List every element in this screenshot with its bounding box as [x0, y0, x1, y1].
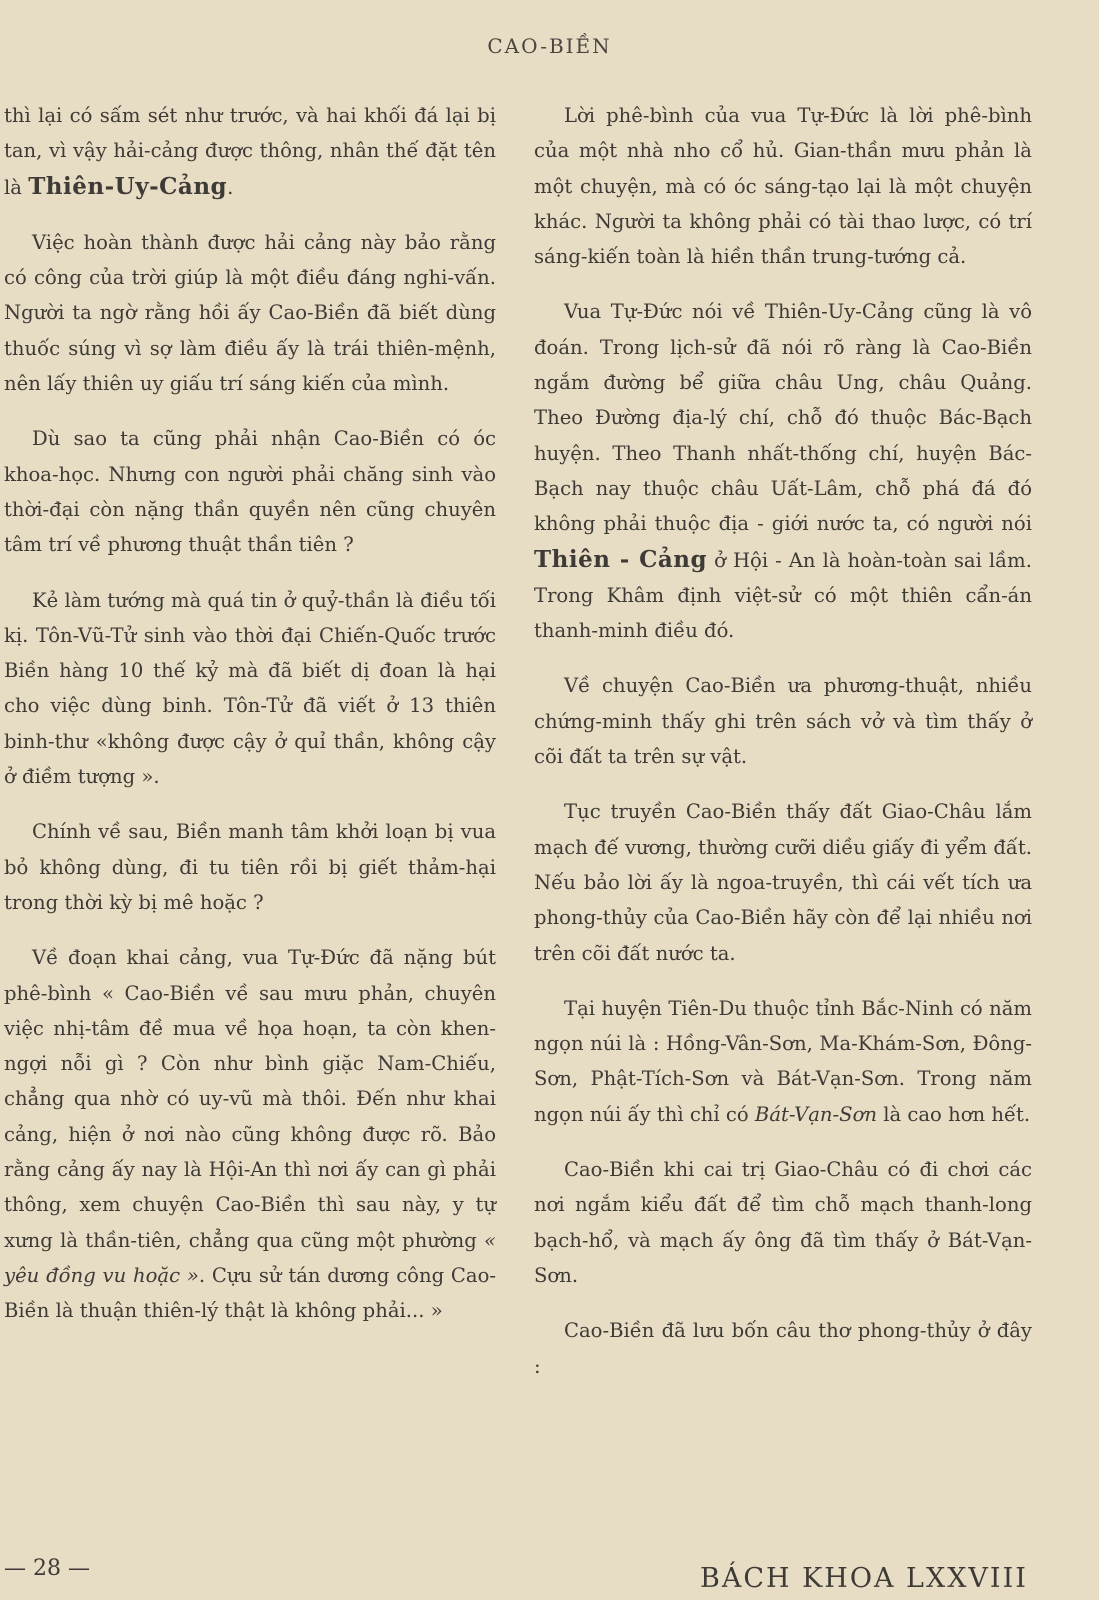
- paragraph: Lời phê-bình của vua Tự-Đức là lời phê-bình của một nhà nho cổ hủ. Gian-thần mưu phản là một chuyện, mà có óc sáng-tạo lại là một chuyện khác. Người ta không phải có tài thao lược, có trí sáng-kiến toàn là hiền thần trung-tướng cả.: [534, 104, 1032, 269]
- paragraph: Chính về sau, Biền manh tâm khởi loạn bị vua bỏ không dùng, đi tu tiên rồi bị giết thảm-hại trong thời kỳ bị mê hoặc ?: [4, 820, 496, 914]
- right-column: [534, 98, 1032, 1404]
- paragraph: Việc hoàn thành được hải cảng này bảo rằng có công của trời giúp là một điều đáng nghi-vấn. Người ta ngờ rằng hồi ấy Cao-Biền đã biết dùng thuốc súng vì sợ làm điều ấy là trái thiên-mệnh, nên lấy thiên uy giấu trí sáng kiến của mình.: [4, 230, 496, 396]
- emphasized-term: Thiên - Cảng: [534, 545, 708, 573]
- page-number: — 28 —: [4, 1556, 90, 1581]
- paragraph: Vua Tự-Đức nói về Thiên-Uy-Cảng cũng là vô đoán. Trong lịch-sử đã nói rõ ràng là Cao-Biền ngắm đường bể giữa châu Ung, châu Quảng. Theo Đường địa-lý chí, chỗ đó thuộc Bác-Bạch huyện. Theo Thanh nhất-thống chí, huyện Bác-Bạch nay thuộc châu Uất-Lâm, chỗ phá đá đó không phải thuộc địa - giới nước ta, có người nói Thiên - Cảng ở Hội - An là hoàn-toàn sai lầm. Trong Khâm định việt-sử có một thiên cẩn-án thanh-minh điều đó.: [534, 300, 1032, 643]
- paragraph: Về chuyện Cao-Biền ưa phương-thuật, nhiều chứng-minh thấy ghi trên sách vở và tìm thấy ở cõi đất ta trên sự vật.: [534, 674, 1032, 769]
- page-header: CAO-BIỀN: [487, 34, 612, 58]
- paragraph: Kẻ làm tướng mà quá tin ở quỷ-thần là điều tối kị. Tôn-Vũ-Tử sinh vào thời đại Chiến-Quốc trước Biền hàng 10 thế kỷ mà đã biết dị đoan là hại cho việc dùng binh. Tôn-Tử đã viết ở 13 thiên binh-thư «không được cậy ở quỉ thần, không cậy ở điềm tượng ».: [4, 588, 496, 789]
- paragraph: Cao-Biền đã lưu bốn câu thơ phong-thủy ở đây :: [534, 1319, 1032, 1378]
- paragraph: Tục truyền Cao-Biền thấy đất Giao-Châu lắm mạch đế vương, thường cưỡi diều giấy đi yểm đất. Nếu bảo lời ấy là ngoa-truyền, thì cái vết tích ưa phong-thủy của Cao-Biền hãy còn để lại nhiều nơi trên cõi đất nước ta.: [534, 800, 1032, 965]
- left-column: [4, 98, 496, 1349]
- paragraph: Về đoạn khai cảng, vua Tự-Đức đã nặng bút phê-bình « Cao-Biền về sau mưu phản, chuyên việc nhị-tâm đề mua về họa hoạn, ta còn khen-ngợi nỗi gì ? Còn như bình giặc Nam-Chiếu, chẳng qua nhờ có uy-vũ mà thôi. Đến như khai cảng, hiện ở nơi nào cũng không được rõ. Bảo rằng cảng ấy nay là Hội-An thì nơi ấy can gì phải thông, xem chuyện Cao-Biền thì sau này, y tự xưng là thần-tiên, chẳng qua cũng một phường « yêu đồng vu hoặc ». Cựu sử tán dương công Cao-Biền là thuận thiên-lý thật là không phải... »: [4, 946, 496, 1323]
- italic-phrase: Bát-Vạn-Sơn: [754, 1102, 877, 1126]
- paragraph: Tại huyện Tiên-Du thuộc tỉnh Bắc-Ninh có năm ngọn núi là : Hồng-Vân-Sơn, Ma-Khám-Sơn, Đông-Sơn, Phật-Tích-Sơn và Bát-Vạn-Sơn. Trong năm ngọn núi ấy thì chỉ có Bát-Vạn-Sơn là cao hơn hết.: [534, 996, 1032, 1126]
- paragraph: thì lại có sấm sét như trước, và hai khối đá lại bị tan, vì vậy hải-cảng được thông, nhân thế đặt tên là Thiên-Uy-Cảng.: [4, 104, 496, 200]
- paragraph: Cao-Biền khi cai trị Giao-Châu có đi chơi các nơi ngắm kiểu đất để tìm chỗ mạch thanh-long bạch-hổ, và mạch ấy ông đã tìm thấy ở Bát-Vạn-Sơn.: [534, 1158, 1032, 1287]
- paragraph: Dù sao ta cũng phải nhận Cao-Biền có óc khoa-học. Nhưng con người phải chăng sinh vào thời-đại còn nặng thần quyền nên cũng chuyên tâm trí về phương thuật thần tiên ?: [4, 427, 496, 557]
- emphasized-term: Thiên-Uy-Cảng: [28, 172, 228, 200]
- magazine-issue: BÁCH KHOA LXXVIII: [700, 1563, 1028, 1594]
- italic-phrase: « yêu đồng vu hoặc »: [4, 1228, 496, 1287]
